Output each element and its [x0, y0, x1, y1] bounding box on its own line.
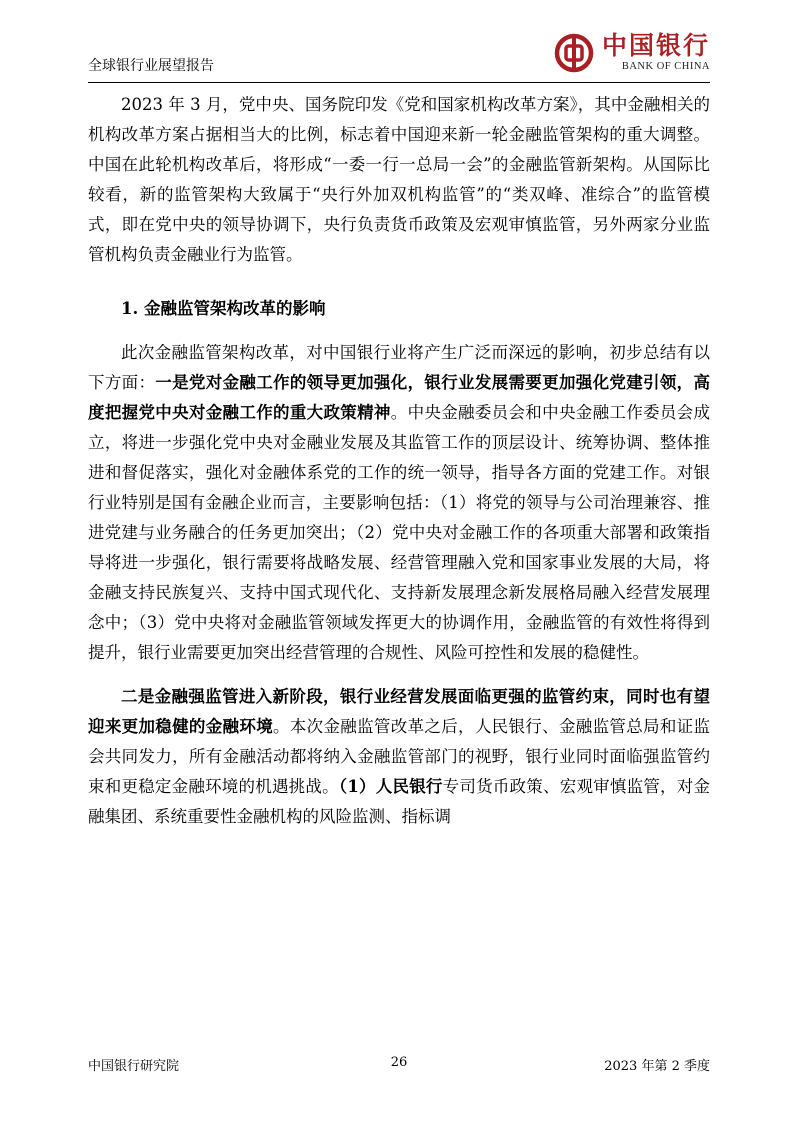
page-header	[88, 28, 710, 83]
key-point-two: 二是金融强监管进入新阶段，银行业经营发展面临更强的监管约束，同时也有望迎来更加稳健的金融环境	[88, 687, 710, 736]
logo-chinese-name: 中国银行	[601, 31, 710, 60]
paragraph-strong-regulation	[88, 682, 710, 832]
page-footer	[88, 1055, 710, 1077]
bank-of-china-logo-icon	[554, 33, 594, 73]
report-title: 全球银行业展望报告	[88, 58, 214, 74]
pboc-label: （1）人民银行	[338, 777, 443, 796]
key-point-one: 一是党对金融工作的领导更加强化，银行业发展需要更加强化党建引领，高度把握党中央对金融工作的重大政策精神	[88, 373, 711, 422]
footer-period: 2023 年第 2 季度	[604, 1059, 710, 1074]
paragraph-body-text-continued: 专司货币政策、宏观审慎监管，对金融集团、系统重要性金融机构的风险监测、指标调	[88, 777, 711, 826]
bank-logo	[554, 28, 710, 78]
page-number: 26	[390, 1055, 408, 1070]
paragraph-body-text: 。中央金融委员会和中央金融工作委员会成立，将进一步强化党中央对金融业发展及其监管工作的顶层设计、统筹协调、整体推进和督促落实，强化对金融体系党的工作的统一领导，指导各方面的党建工作。对银行业特别是国有金融企业而言，主要影响包括：（1）将党的领导与公司治理兼容、推进党建与业务融合的任务更加突出；（2）党中央对金融工作的各项重大部署和政策指导将进一步强化，银行需要将战略发展、经营管理融入党和国家事业发展的大局，将金融支持民族复兴、支持中国式现代化、支持新发展理念新发展格局融入经营发展理念中；（3）党中央将对金融监管领域发挥更大的协调作用，金融监管的有效性将得到提升，银行业需要更加突出经营管理的合规性、风险可控性和发展的稳健性。	[88, 403, 711, 662]
footer-institute: 中国银行研究院	[88, 1059, 180, 1074]
article-body	[88, 90, 710, 832]
paragraph-body-text: 。本次金融监管改革之后，人民银行、金融监管总局和证监会共同发力，所有金融活动都将纳入金融监管部门的视野，银行业同时面临强监管约束和更稳定金融环境的机遇挑战。	[88, 717, 711, 796]
paragraph-reform-overview: 2023 年 3 月，党中央、国务院印发《党和国家机构改革方案》，其中金融相关的机构改革方案占据相当大的比例，标志着中国迎来新一轮金融监管架构的重大调整。中国在此轮机构改革后，将形成“一委一行一总局一会”的金融监管新架构。从国际比较看，新的监管架构大致属于“央行外加双机构监管”的“类双峰、准综合”的监管模式，即在党中央的领导协调下，央行负责货币政策及宏观审慎监管，另外两家分业监管机构负责金融业行为监管。	[88, 95, 710, 264]
paragraph-party-leadership	[88, 338, 710, 668]
section-heading: 1. 金融监管架构改革的影响	[121, 299, 326, 318]
logo-english-name: BANK OF CHINA	[621, 61, 710, 72]
paragraph-intro-text: 此次金融监管架构改革，对中国银行业将产生广泛而深远的影响，初步总结有以下方面：	[88, 343, 710, 392]
header-divider	[88, 82, 710, 83]
